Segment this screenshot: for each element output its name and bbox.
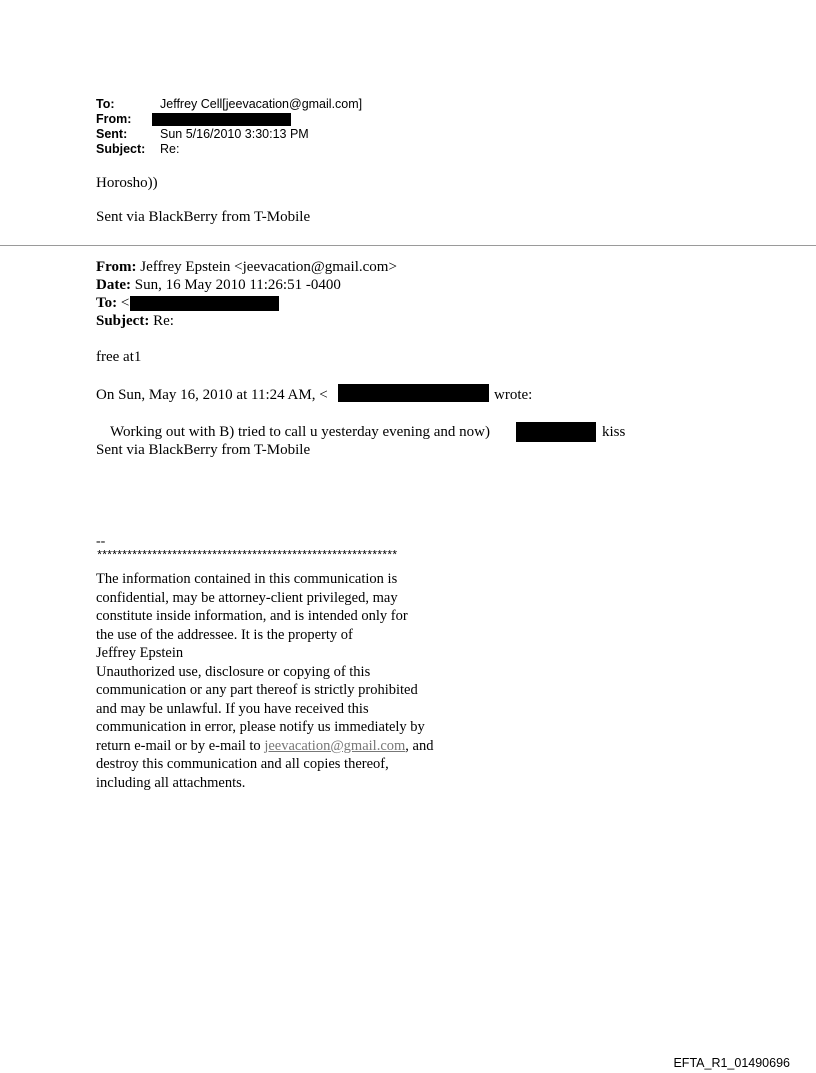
disclaimer-line: The information contained in this communication is: [96, 571, 398, 587]
wrote-prefix: On Sun, May 16, 2010 at 11:24 AM, <: [96, 387, 328, 403]
quoted-to-label: To:: [96, 295, 118, 311]
inner-signature: Sent via BlackBerry from T-Mobile: [96, 442, 311, 458]
document-id: EFTA_R1_01490696: [673, 1056, 790, 1070]
disclaimer-line: confidential, may be attorney-client privileged, may: [96, 589, 398, 606]
quoted-from-label: From:: [96, 259, 137, 275]
quoted-subject: [96, 312, 174, 330]
disclaimer-line: constitute inside information, and is intended only for: [96, 608, 408, 624]
quoted-from-value: Jeffrey Epstein <jeevacation@gmail.com>: [136, 259, 397, 275]
to-value: Jeffrey Cell[jeevacation@gmail.com]: [160, 97, 363, 111]
subject-label: Subject:: [96, 142, 146, 156]
disclaimer-line-prefix: return e-mail or by e-mail to: [96, 737, 265, 754]
redaction-block: [130, 296, 279, 311]
disclaimer-line: Jeffrey Epstein: [96, 645, 184, 661]
redaction-block: [516, 422, 596, 442]
quoted-date-value: Sun, 16 May 2010 11:26:51 -0400: [130, 277, 341, 293]
redaction-block: [338, 384, 489, 402]
disclaimer-line: destroy this communication and all copies thereof,: [96, 756, 389, 772]
email-link[interactable]: jeevacation@gmail.com: [264, 737, 406, 754]
inner-suffix: kiss: [602, 424, 626, 440]
disclaimer-line: communication or any part thereof is strictly prohibited: [96, 682, 418, 698]
disclaimer-line: [96, 737, 516, 756]
disclaimer-line: communication in error, please notify us immediately by: [96, 719, 425, 735]
disclaimer-line: Unauthorized use, disclosure or copying of this: [96, 663, 371, 680]
inner-message: Working out with B) tried to call u yesterday evening and now): [110, 424, 490, 440]
disclaimer-stars: ************************************************************: [96, 549, 397, 563]
wrote-suffix: wrote:: [494, 387, 533, 403]
disclaimer-line: the use of the addressee. It is the property of: [96, 626, 353, 643]
divider: [0, 245, 816, 246]
quoted-message: free at1: [96, 349, 142, 365]
sent-label: Sent:: [96, 127, 128, 141]
disclaimer-line-suffix: , and: [405, 737, 434, 754]
body-line: Horosho)): [96, 175, 158, 191]
to-label: To:: [96, 97, 115, 111]
subject-value: Re:: [160, 142, 180, 156]
disclaimer-line: and may be unlawful. If you have received this: [96, 700, 369, 717]
redaction-block: [152, 113, 291, 126]
quoted-subject-label: Subject:: [96, 313, 150, 329]
disclaimer-dashes: --: [96, 534, 106, 549]
sent-value: Sun 5/16/2010 3:30:13 PM: [160, 127, 309, 141]
from-label: From:: [96, 112, 132, 126]
quoted-to: [96, 294, 129, 312]
quoted-date-label: Date:: [96, 277, 131, 293]
quoted-from: [96, 258, 397, 276]
quoted-subject-value: Re:: [149, 313, 174, 329]
wrote-line: [96, 386, 328, 404]
quoted-date: [96, 276, 341, 294]
quoted-to-value: <: [117, 295, 130, 311]
disclaimer-text: [96, 570, 516, 792]
body-signature: Sent via BlackBerry from T-Mobile: [96, 209, 311, 225]
disclaimer-line: including all attachments.: [96, 774, 246, 791]
